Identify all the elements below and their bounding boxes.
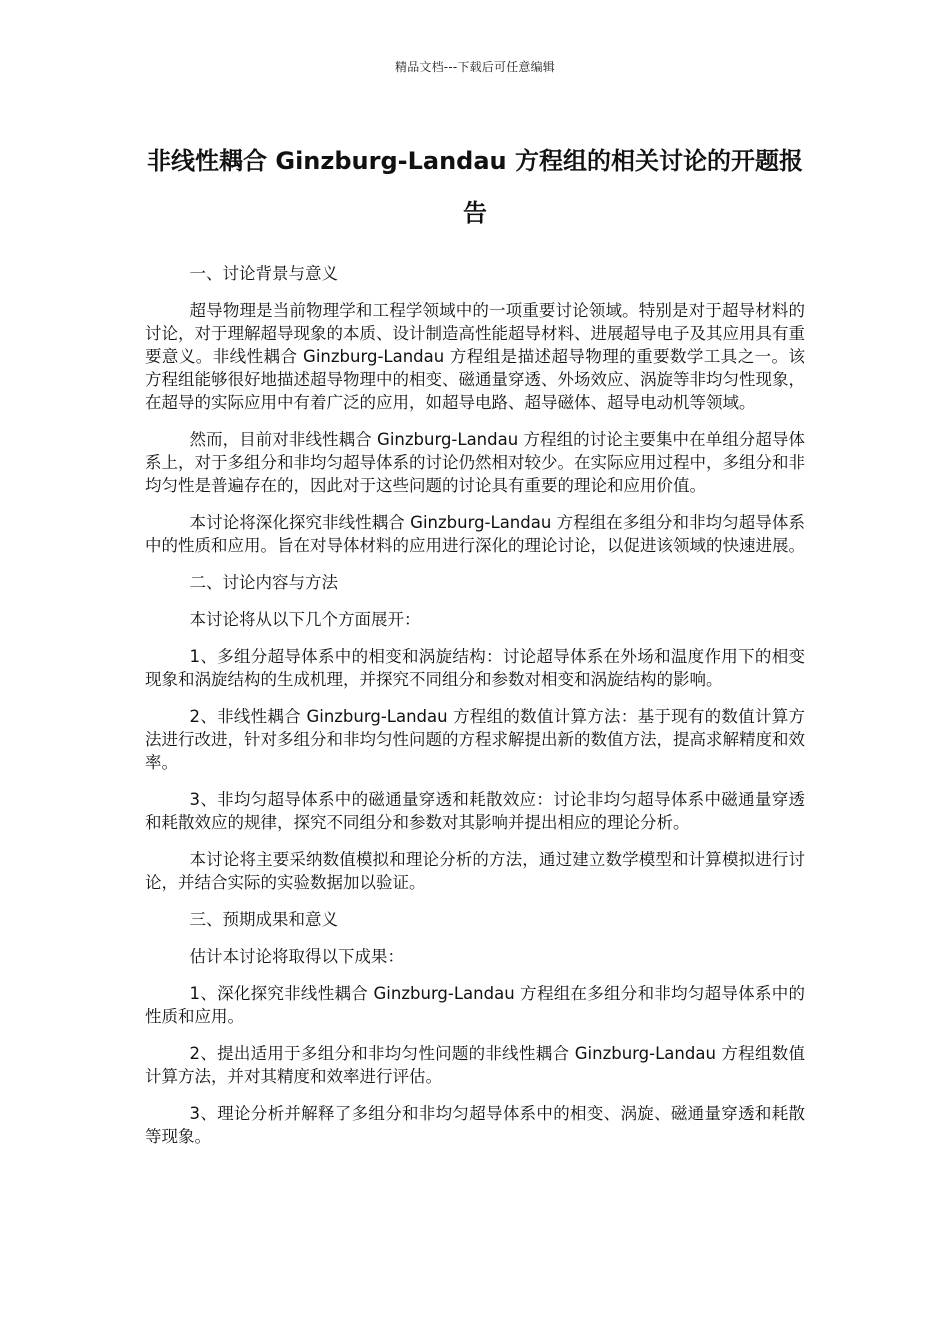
paragraph-outcomes-intro: 估计本讨论将取得以下成果： [189, 947, 405, 966]
document-body [145, 262, 805, 1162]
section-heading-outcomes: 三、预期成果和意义 [189, 910, 339, 929]
paragraph-background-1: 超导物理是当前物理学和工程学领域中的一项重要讨论领域。特别是对于超导材料的讨论，对于理解超导现象的本质、设计制造高性能超导材料、进展超导电子及其应用具有重要意义。非线性耦合 Ginzburg-Landau 方程组是描述超导物理的重要数学工具之一。该方程组能够很好地描述超导物理中的相变、磁通量穿透、外场效应、涡旋等非均匀性现象，在超导的实际应用中有着广泛的应用，如超导电路、超导磁体、超导电动机等领域。 [145, 301, 805, 412]
list-item-outcome-3: 3、理论分析并解释了多组分和非均匀超导体系中的相变、涡旋、磁通量穿透和耗散等现象。 [145, 1104, 805, 1146]
paragraph-background-2: 然而，目前对非线性耦合 Ginzburg-Landau 方程组的讨论主要集中在单组分超导体系上，对于多组分和非均匀超导体系的讨论仍然相对较少。在实际应用过程中，多组分和非均匀性是普遍存在的，因此对于这些问题的讨论具有重要的理论和应用价值。 [145, 430, 805, 495]
page-header: 精品文档---下载后可任意编辑 [395, 60, 555, 74]
paragraph-content-intro: 本讨论将从以下几个方面展开： [189, 610, 421, 629]
document-title: 非线性耦合 Ginzburg-Landau 方程组的相关讨论的开题报告 [147, 147, 803, 227]
section-heading-background: 一、讨论背景与意义 [189, 264, 339, 283]
list-item-outcome-1: 1、深化探究非线性耦合 Ginzburg-Landau 方程组在多组分和非均匀超导体系中的性质和应用。 [145, 984, 805, 1026]
list-item-content-3: 3、非均匀超导体系中的磁通量穿透和耗散效应：讨论非均匀超导体系中磁通量穿透和耗散效应的规律，探究不同组分和参数对其影响并提出相应的理论分析。 [145, 790, 805, 832]
list-item-outcome-2: 2、提出适用于多组分和非均匀性问题的非线性耦合 Ginzburg-Landau 方程组数值计算方法，并对其精度和效率进行评估。 [145, 1044, 805, 1086]
paragraph-method: 本讨论将主要采纳数值模拟和理论分析的方法，通过建立数学模型和计算模拟进行讨论，并结合实际的实验数据加以验证。 [145, 850, 805, 892]
list-item-content-1: 1、多组分超导体系中的相变和涡旋结构：讨论超导体系在外场和温度作用下的相变现象和涡旋结构的生成机理，并探究不同组分和参数对相变和涡旋结构的影响。 [145, 647, 805, 689]
list-item-content-2: 2、非线性耦合 Ginzburg-Landau 方程组的数值计算方法：基于现有的数值计算方法进行改进，针对多组分和非均匀性问题的方程求解提出新的数值方法，提高求解精度和效率。 [145, 707, 805, 772]
section-heading-content-method: 二、讨论内容与方法 [189, 573, 339, 592]
paragraph-background-3: 本讨论将深化探究非线性耦合 Ginzburg-Landau 方程组在多组分和非均匀超导体系中的性质和应用。旨在对导体材料的应用进行深化的理论讨论，以促进该领域的快速进展。 [145, 513, 805, 555]
